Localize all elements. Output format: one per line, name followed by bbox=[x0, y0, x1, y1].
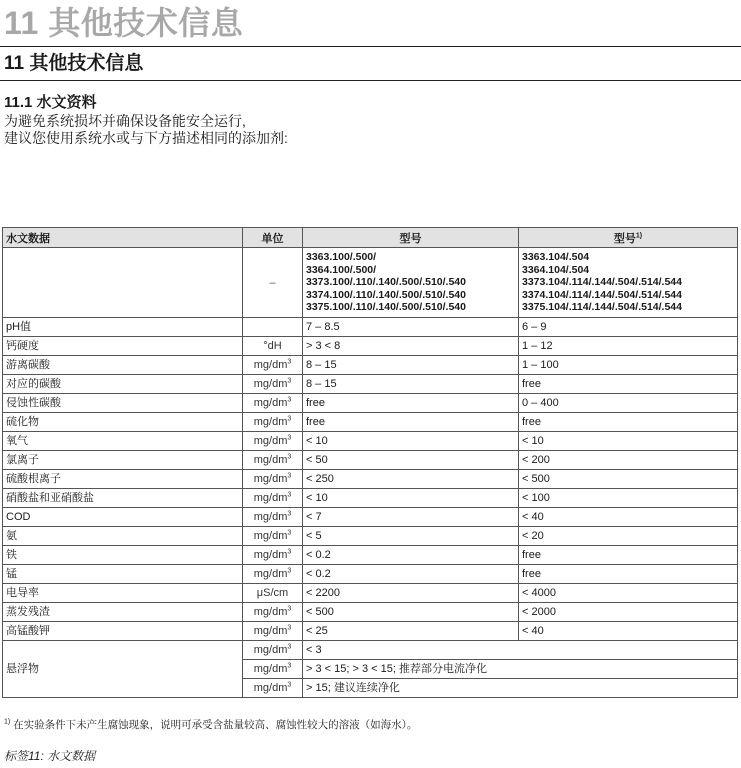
row-unit bbox=[243, 660, 303, 679]
row-unit bbox=[243, 603, 303, 622]
header-unit: 单位 bbox=[243, 228, 303, 248]
row-parameter: 氧气 bbox=[3, 432, 243, 451]
row-value-col3: < 10 bbox=[303, 432, 519, 451]
model-code: 3364.104/.504 bbox=[522, 263, 590, 276]
unit-text: °dH bbox=[263, 340, 282, 352]
row-value-col3: < 5 bbox=[303, 527, 519, 546]
row-unit bbox=[243, 584, 303, 603]
row-unit bbox=[243, 337, 303, 356]
row-value-col4: < 40 bbox=[519, 508, 738, 527]
model-code: 3363.104/.504 bbox=[522, 251, 590, 264]
intro-line: 为避免系统损坏并确保设备能安全运行, bbox=[4, 113, 246, 129]
header-model-footnoted bbox=[519, 228, 738, 248]
header-footnote-mark: 1) bbox=[635, 231, 643, 239]
table-row bbox=[3, 470, 738, 489]
table-row bbox=[3, 584, 738, 603]
unit-exponent: 3 bbox=[287, 643, 292, 651]
row-value-col3: < 10 bbox=[303, 489, 519, 508]
row-parameter: 电导率 bbox=[3, 584, 243, 603]
unit-text: mg/dm bbox=[253, 378, 288, 390]
chapter-title: 11 其他技术信息 bbox=[4, 5, 244, 41]
row-value-col3: 8 – 15 bbox=[303, 375, 519, 394]
row-value-col3: < 50 bbox=[303, 451, 519, 470]
row-value-col3: < 2200 bbox=[303, 584, 519, 603]
unit-exponent: 3 bbox=[287, 491, 292, 499]
table-row bbox=[3, 394, 738, 413]
row-value-col4: free bbox=[519, 413, 738, 432]
table-row bbox=[3, 565, 738, 584]
row-value-col4: 1 – 100 bbox=[519, 356, 738, 375]
row-value-col4: free bbox=[519, 546, 738, 565]
model-code: 3374.100/.110/.140/.500/.510/.540 bbox=[306, 288, 466, 301]
row-unit bbox=[243, 641, 303, 660]
suspended-value: < 3 bbox=[303, 641, 738, 660]
row-value-col3: free bbox=[303, 394, 519, 413]
row-value-col4: < 200 bbox=[519, 451, 738, 470]
row-unit bbox=[243, 470, 303, 489]
row-parameter: 高锰酸钾 bbox=[3, 622, 243, 641]
row-unit bbox=[243, 451, 303, 470]
row-unit bbox=[243, 508, 303, 527]
suspended-value: > 15; 建议连续净化 bbox=[303, 679, 738, 698]
unit-exponent: 3 bbox=[287, 548, 292, 556]
unit-exponent: 3 bbox=[287, 453, 292, 461]
suspended-parameter: 悬浮物 bbox=[3, 641, 243, 698]
unit-text: mg/dm bbox=[253, 549, 288, 561]
footnote-text: 在实验条件下未产生腐蚀现象，说明可承受含盐量较高、腐蚀性较大的溶液（如海水）。 bbox=[10, 719, 418, 731]
row-parameter: 钙硬度 bbox=[3, 337, 243, 356]
models-row bbox=[3, 248, 738, 318]
row-parameter: 硫酸根离子 bbox=[3, 470, 243, 489]
unit-text: mg/dm bbox=[253, 473, 288, 485]
model-code: 3373.104/.114/.144/.504/.514/.544 bbox=[522, 276, 682, 289]
row-value-col4: free bbox=[519, 565, 738, 584]
table-row bbox=[3, 546, 738, 565]
row-parameter: COD bbox=[3, 508, 243, 527]
row-value-col4: free bbox=[519, 375, 738, 394]
unit-text: mg/dm bbox=[253, 454, 288, 466]
row-value-col4: < 10 bbox=[519, 432, 738, 451]
models-col4 bbox=[519, 248, 738, 318]
row-value-col3: < 7 bbox=[303, 508, 519, 527]
unit-text: mg/dm bbox=[253, 397, 288, 409]
unit-text: mg/dm bbox=[253, 682, 288, 694]
row-value-col4: < 500 bbox=[519, 470, 738, 489]
table-row bbox=[3, 622, 738, 641]
header-model: 型号 bbox=[303, 228, 519, 248]
row-unit bbox=[243, 546, 303, 565]
row-unit bbox=[243, 679, 303, 698]
row-parameter: 侵蚀性碳酸 bbox=[3, 394, 243, 413]
row-unit bbox=[243, 565, 303, 584]
unit-text: mg/dm bbox=[253, 435, 288, 447]
row-parameter: 蒸发残渣 bbox=[3, 603, 243, 622]
row-value-col4: < 40 bbox=[519, 622, 738, 641]
row-value-col3: < 0.2 bbox=[303, 565, 519, 584]
unit-exponent: 3 bbox=[287, 662, 292, 670]
row-parameter: 对应的碳酸 bbox=[3, 375, 243, 394]
table-row bbox=[3, 318, 738, 337]
unit-text: mg/dm bbox=[253, 644, 288, 656]
row-value-col4: 1 – 12 bbox=[519, 337, 738, 356]
table-header-row bbox=[3, 228, 738, 248]
row-value-col4: 6 – 9 bbox=[519, 318, 738, 337]
header-hydro-data: 水文数据 bbox=[3, 228, 243, 248]
unit-exponent: 3 bbox=[287, 681, 292, 689]
row-value-col4: < 4000 bbox=[519, 584, 738, 603]
intro-text bbox=[4, 113, 288, 147]
footnote bbox=[4, 718, 417, 732]
table-row bbox=[3, 432, 738, 451]
unit-text: mg/dm bbox=[253, 416, 288, 428]
row-unit bbox=[243, 489, 303, 508]
unit-exponent: 3 bbox=[287, 396, 292, 404]
table-row bbox=[3, 603, 738, 622]
model-code: 3364.100/.500/ bbox=[306, 263, 377, 276]
row-unit bbox=[243, 413, 303, 432]
row-parameter: 氯离子 bbox=[3, 451, 243, 470]
row-parameter: 铁 bbox=[3, 546, 243, 565]
model-code: 3375.104/.114/.144/.504/.514/.544 bbox=[522, 301, 682, 314]
model-code: 3375.100/.110/.140/.500/.510/.540 bbox=[306, 301, 466, 314]
table-row bbox=[3, 356, 738, 375]
row-parameter: 硫化物 bbox=[3, 413, 243, 432]
unit-exponent: 3 bbox=[287, 567, 292, 575]
table-row bbox=[3, 451, 738, 470]
row-value-col3: > 3 < 8 bbox=[303, 337, 519, 356]
intro-line: 建议您使用系统水或与下方描述相同的添加剂: bbox=[4, 130, 288, 146]
row-parameter: 硝酸盐和亚硝酸盐 bbox=[3, 489, 243, 508]
row-unit bbox=[243, 375, 303, 394]
table-row bbox=[3, 527, 738, 546]
subsection-title: 11.1 水文资料 bbox=[4, 94, 97, 111]
row-unit bbox=[243, 318, 303, 337]
unit-text: mg/dm bbox=[253, 663, 288, 675]
row-value-col4: < 20 bbox=[519, 527, 738, 546]
unit-text: mg/dm bbox=[253, 492, 288, 504]
row-value-col3: free bbox=[303, 413, 519, 432]
water-data-table bbox=[2, 227, 738, 698]
section-title: 11 其他技术信息 bbox=[4, 53, 144, 74]
table-row bbox=[3, 508, 738, 527]
row-value-col3: 7 – 8.5 bbox=[303, 318, 519, 337]
chapter-divider bbox=[0, 46, 741, 47]
row-unit bbox=[243, 622, 303, 641]
row-value-col3: 8 – 15 bbox=[303, 356, 519, 375]
header-model-label: 型号 bbox=[613, 232, 636, 245]
table-row bbox=[3, 337, 738, 356]
row-unit bbox=[243, 527, 303, 546]
unit-exponent: 3 bbox=[287, 605, 292, 613]
row-value-col3: < 500 bbox=[303, 603, 519, 622]
unit-exponent: 3 bbox=[287, 358, 292, 366]
unit-text: mg/dm bbox=[253, 625, 288, 637]
unit-exponent: 3 bbox=[287, 624, 292, 632]
unit-exponent: 3 bbox=[287, 510, 292, 518]
table-row bbox=[3, 413, 738, 432]
models-row-unit: – bbox=[243, 248, 303, 318]
table-row bbox=[3, 489, 738, 508]
row-value-col3: < 0.2 bbox=[303, 546, 519, 565]
row-parameter: pH值 bbox=[3, 318, 243, 337]
table-row bbox=[3, 375, 738, 394]
suspended-value: > 3 < 15; > 3 < 15; 推荐部分电流净化 bbox=[303, 660, 738, 679]
unit-exponent: 3 bbox=[287, 415, 292, 423]
row-value-col4: < 2000 bbox=[519, 603, 738, 622]
model-code: 3373.100/.110/.140/.500/.510/.540 bbox=[306, 276, 466, 289]
row-value-col4: 0 – 400 bbox=[519, 394, 738, 413]
suspended-row bbox=[3, 641, 738, 660]
row-value-col3: < 25 bbox=[303, 622, 519, 641]
row-parameter: 氨 bbox=[3, 527, 243, 546]
unit-exponent: 3 bbox=[287, 434, 292, 442]
row-unit bbox=[243, 432, 303, 451]
unit-exponent: 3 bbox=[287, 529, 292, 537]
unit-text: mg/dm bbox=[253, 568, 288, 580]
row-parameter: 锰 bbox=[3, 565, 243, 584]
models-row-label bbox=[3, 248, 243, 318]
unit-text: mg/dm bbox=[253, 511, 288, 523]
row-value-col4: < 100 bbox=[519, 489, 738, 508]
unit-exponent: 3 bbox=[287, 377, 292, 385]
section-divider bbox=[0, 80, 741, 81]
unit-exponent: 3 bbox=[287, 472, 292, 480]
models-col3 bbox=[303, 248, 519, 318]
unit-text: mg/dm bbox=[253, 530, 288, 542]
row-unit bbox=[243, 394, 303, 413]
footnote-mark: 1) bbox=[4, 718, 11, 726]
row-unit bbox=[243, 356, 303, 375]
table-caption: 标签11: 水文数据 bbox=[4, 749, 96, 763]
unit-text: μS/cm bbox=[256, 587, 289, 599]
model-code: 3363.100/.500/ bbox=[306, 251, 377, 264]
unit-text: mg/dm bbox=[253, 606, 288, 618]
model-code: 3374.104/.114/.144/.504/.514/.544 bbox=[522, 288, 682, 301]
row-parameter: 游离碳酸 bbox=[3, 356, 243, 375]
unit-text: mg/dm bbox=[253, 359, 288, 371]
row-value-col3: < 250 bbox=[303, 470, 519, 489]
